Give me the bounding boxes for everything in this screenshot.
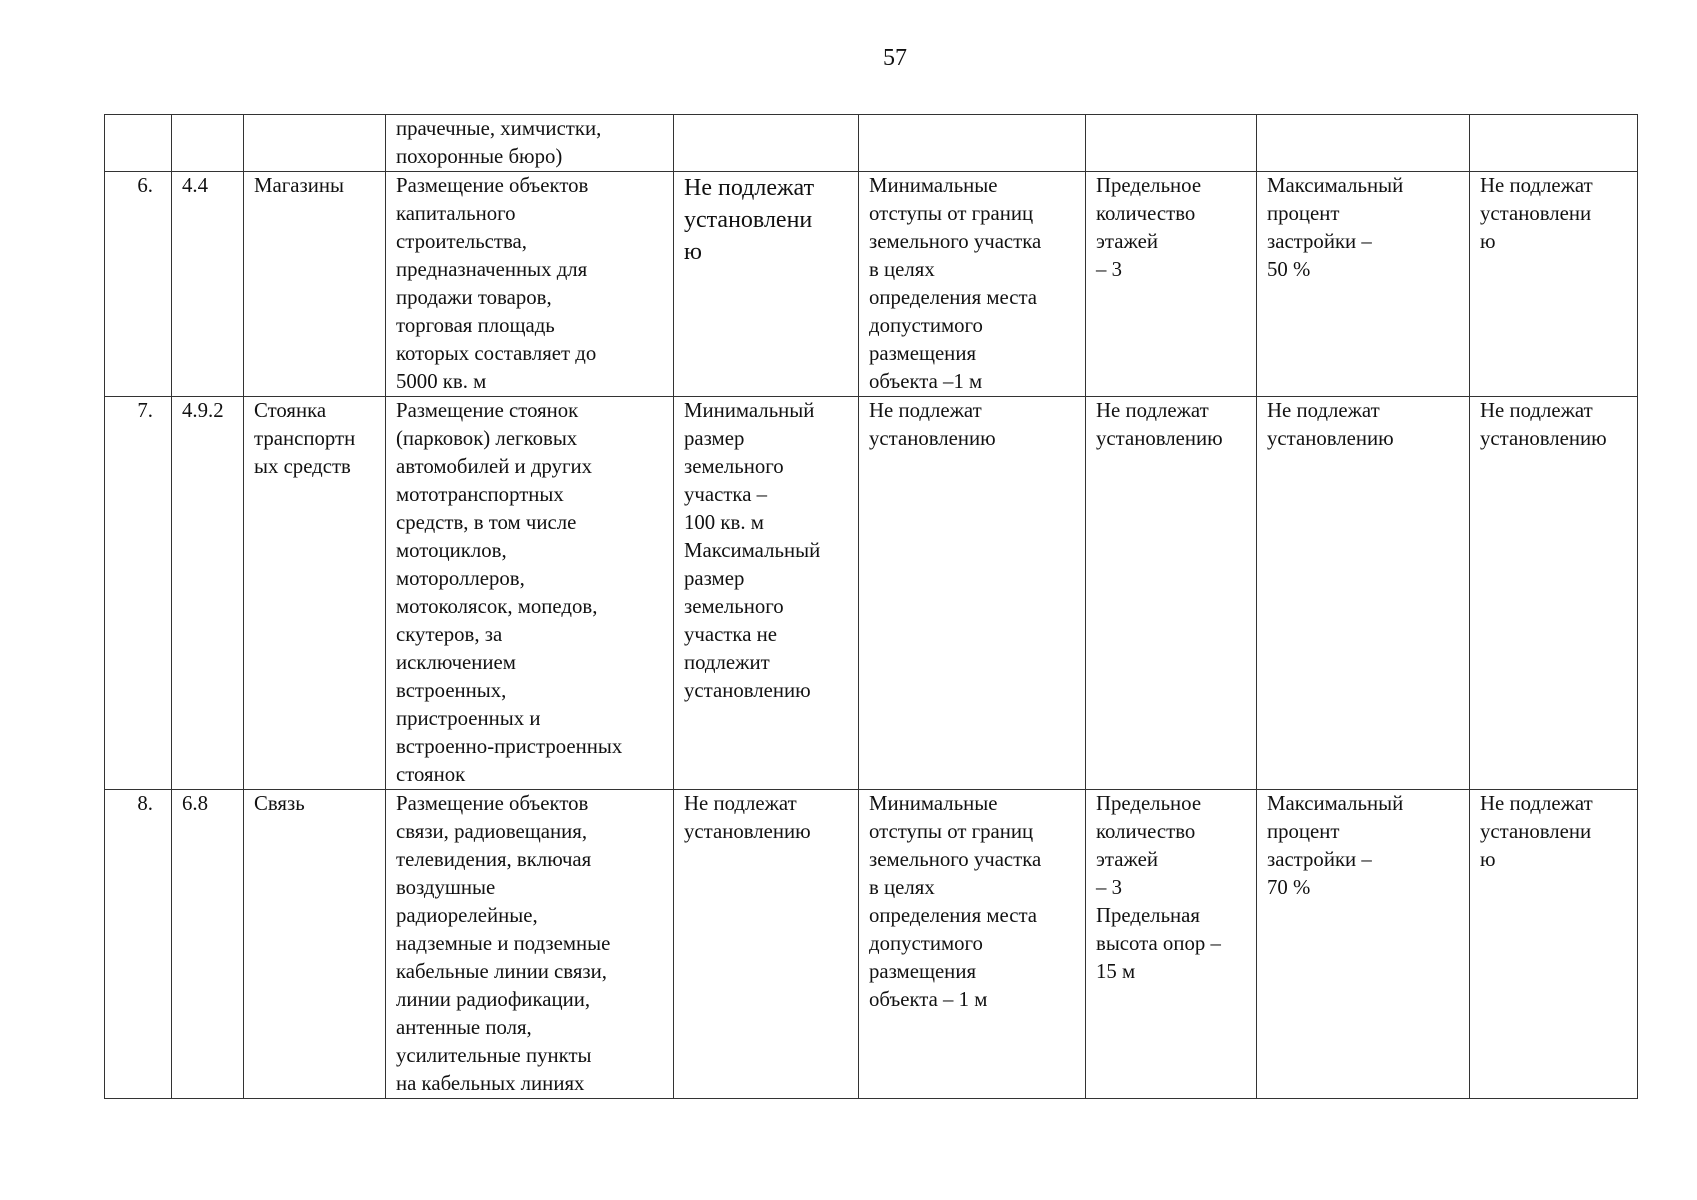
cell-coverage	[1257, 790, 1470, 1099]
cell-other-params	[1470, 172, 1638, 397]
cell-text-line: Магазины	[254, 174, 344, 197]
cell-text-line: установлени	[684, 207, 813, 233]
cell-text-line: земельного участка	[869, 230, 1042, 253]
cell-name	[244, 172, 386, 397]
cell-text-line: Предельная	[1096, 904, 1200, 927]
cell-number: 7.	[105, 397, 172, 790]
cell-text-line: процент	[1267, 820, 1340, 843]
cell-text-line: мотороллеров,	[396, 567, 525, 590]
cell-description	[386, 397, 674, 790]
cell-text-line: объекта –1 м	[869, 370, 983, 393]
cell-text-line: ю	[684, 239, 702, 265]
cell-coverage	[1257, 115, 1470, 172]
cell-text-line: количество	[1096, 202, 1196, 225]
cell-text-line: установлению	[684, 679, 811, 702]
cell-text-line: капитального	[396, 202, 516, 225]
cell-text-line: установлению	[1096, 427, 1223, 450]
cell-plot-size	[674, 397, 859, 790]
cell-description	[386, 790, 674, 1099]
cell-code: 4.9.2	[172, 397, 244, 790]
cell-text-line: Не подлежат	[1480, 174, 1593, 197]
cell-text-line: отступы от границ	[869, 820, 1034, 843]
cell-text-line: Связь	[254, 792, 305, 815]
cell-text-line: средств, в том числе	[396, 511, 577, 534]
cell-other-params	[1470, 397, 1638, 790]
cell-text-line: усилительные пункты	[396, 1044, 592, 1067]
cell-code: 6.8	[172, 790, 244, 1099]
cell-text-line: Минимальные	[869, 792, 998, 815]
cell-text-line: установлению	[1267, 427, 1394, 450]
cell-text-line: телевидения, включая	[396, 848, 592, 871]
cell-text-line: Не подлежат	[1480, 792, 1593, 815]
table-row	[105, 115, 1638, 172]
cell-floors	[1086, 790, 1257, 1099]
cell-text-line: Не подлежат	[684, 792, 797, 815]
cell-text-line: надземные и подземные	[396, 932, 611, 955]
cell-text-line: Стоянка	[254, 399, 327, 422]
cell-text-line: этажей	[1096, 230, 1158, 253]
cell-text-line: Минимальные	[869, 174, 998, 197]
cell-text-line: участка –	[684, 483, 768, 506]
cell-text-line: 70 %	[1267, 876, 1311, 899]
cell-text-line: размер	[684, 567, 745, 590]
cell-code	[172, 115, 244, 172]
cell-text-line: ых средств	[254, 455, 351, 478]
cell-text-line: установлению	[869, 427, 996, 450]
cell-text-line: ю	[1480, 848, 1496, 871]
cell-description	[386, 172, 674, 397]
cell-text-line: стоянок	[396, 763, 466, 786]
cell-description	[386, 115, 674, 172]
cell-text-line: автомобилей и других	[396, 455, 593, 478]
cell-number: 8.	[105, 790, 172, 1099]
cell-text-line: земельного участка	[869, 848, 1042, 871]
cell-text-line: объекта – 1 м	[869, 988, 988, 1011]
regulations-table	[104, 114, 1638, 1099]
cell-text-line: антенные поля,	[396, 1016, 532, 1039]
cell-text-line: земельного	[684, 595, 784, 618]
cell-text-line: мотоциклов,	[396, 539, 507, 562]
cell-text-line: размещения	[869, 960, 977, 983]
cell-name	[244, 790, 386, 1099]
cell-text-line: встроенных,	[396, 679, 507, 702]
cell-text-line: Минимальный	[684, 399, 815, 422]
table-row	[105, 397, 1638, 790]
cell-text-line: скутеров, за	[396, 623, 503, 646]
cell-text-line: Предельное	[1096, 174, 1202, 197]
cell-number	[105, 115, 172, 172]
cell-text-line: установлени	[1480, 202, 1592, 225]
cell-floors	[1086, 115, 1257, 172]
cell-text-line: отступы от границ	[869, 202, 1034, 225]
table-body	[105, 115, 1638, 1099]
cell-text-line: определения места	[869, 904, 1038, 927]
cell-text-line: встроенно-пристроенных	[396, 735, 623, 758]
cell-text-line: которых составляет до	[396, 342, 597, 365]
cell-name	[244, 397, 386, 790]
cell-text-line: этажей	[1096, 848, 1158, 871]
cell-text-line: земельного	[684, 455, 784, 478]
cell-text-line: Максимальный	[1267, 792, 1404, 815]
cell-text-line: предназначенных для	[396, 258, 588, 281]
cell-text-line: продажи товаров,	[396, 286, 552, 309]
cell-text-line: Размещение объектов	[396, 174, 589, 197]
cell-text-line: линии радиофикации,	[396, 988, 591, 1011]
cell-text-line: участка не	[684, 623, 777, 646]
cell-number: 6.	[105, 172, 172, 397]
cell-text-line: похоронные бюро)	[396, 145, 563, 168]
cell-text-line: 5000 кв. м	[396, 370, 487, 393]
cell-text-line: прачечные, химчистки,	[396, 117, 602, 140]
cell-text-line: пристроенных и	[396, 707, 541, 730]
cell-text-line: допустимого	[869, 314, 983, 337]
cell-text-line: установлени	[1480, 820, 1592, 843]
cell-text-line: в целях	[869, 876, 935, 899]
cell-text-line: Не подлежат	[1480, 399, 1593, 422]
cell-text-line: транспортн	[254, 427, 356, 450]
cell-setbacks	[859, 115, 1086, 172]
cell-text-line: 100 кв. м	[684, 511, 764, 534]
cell-text-line: (парковок) легковых	[396, 427, 578, 450]
cell-text-line: кабельные линии связи,	[396, 960, 607, 983]
cell-text-line: – 3	[1096, 876, 1122, 899]
cell-plot-size	[674, 790, 859, 1099]
cell-text-line: Максимальный	[1267, 174, 1404, 197]
cell-plot-size	[674, 115, 859, 172]
cell-text-line: количество	[1096, 820, 1196, 843]
cell-text-line: воздушные	[396, 876, 496, 899]
cell-text-line: в целях	[869, 258, 935, 281]
cell-text-line: размещения	[869, 342, 977, 365]
cell-plot-size	[674, 172, 859, 397]
cell-text-line: застройки –	[1267, 848, 1372, 871]
cell-text-line: исключением	[396, 651, 516, 674]
cell-setbacks	[859, 397, 1086, 790]
cell-text-line: Не подлежат	[869, 399, 982, 422]
table-row	[105, 172, 1638, 397]
cell-text-line: радиорелейные,	[396, 904, 538, 927]
cell-text-line: ю	[1480, 230, 1496, 253]
cell-other-params	[1470, 115, 1638, 172]
cell-floors	[1086, 397, 1257, 790]
cell-text-line: размер	[684, 427, 745, 450]
cell-text-line: 15 м	[1096, 960, 1136, 983]
page-number: 57	[883, 45, 907, 71]
cell-text-line: на кабельных линиях	[396, 1072, 585, 1095]
cell-other-params	[1470, 790, 1638, 1099]
cell-text-line: строительства,	[396, 230, 527, 253]
cell-text-line: высота опор –	[1096, 932, 1221, 955]
cell-text-line: подлежит	[684, 651, 770, 674]
cell-text-line: допустимого	[869, 932, 983, 955]
cell-text-line: мотоколясок, мопедов,	[396, 595, 598, 618]
cell-text-line: 50 %	[1267, 258, 1311, 281]
cell-code: 4.4	[172, 172, 244, 397]
cell-text-line: процент	[1267, 202, 1340, 225]
cell-floors	[1086, 172, 1257, 397]
cell-setbacks	[859, 790, 1086, 1099]
cell-text-line: связи, радиовещания,	[396, 820, 588, 843]
cell-text-line: – 3	[1096, 258, 1122, 281]
cell-text-line: мототранспортных	[396, 483, 564, 506]
cell-text-line: установлению	[1480, 427, 1607, 450]
cell-name	[244, 115, 386, 172]
cell-text-line: Не подлежат	[684, 175, 815, 201]
cell-text-line: застройки –	[1267, 230, 1372, 253]
cell-text-line: торговая площадь	[396, 314, 555, 337]
cell-coverage	[1257, 172, 1470, 397]
cell-text-line: Предельное	[1096, 792, 1202, 815]
cell-text-line: Не подлежат	[1096, 399, 1209, 422]
cell-text-line: Размещение объектов	[396, 792, 589, 815]
cell-text-line: Размещение стоянок	[396, 399, 579, 422]
table-row	[105, 790, 1638, 1099]
cell-text-line: определения места	[869, 286, 1038, 309]
cell-coverage	[1257, 397, 1470, 790]
cell-text-line: установлению	[684, 820, 811, 843]
cell-text-line: Не подлежат	[1267, 399, 1380, 422]
cell-text-line: Максимальный	[684, 539, 821, 562]
cell-setbacks	[859, 172, 1086, 397]
